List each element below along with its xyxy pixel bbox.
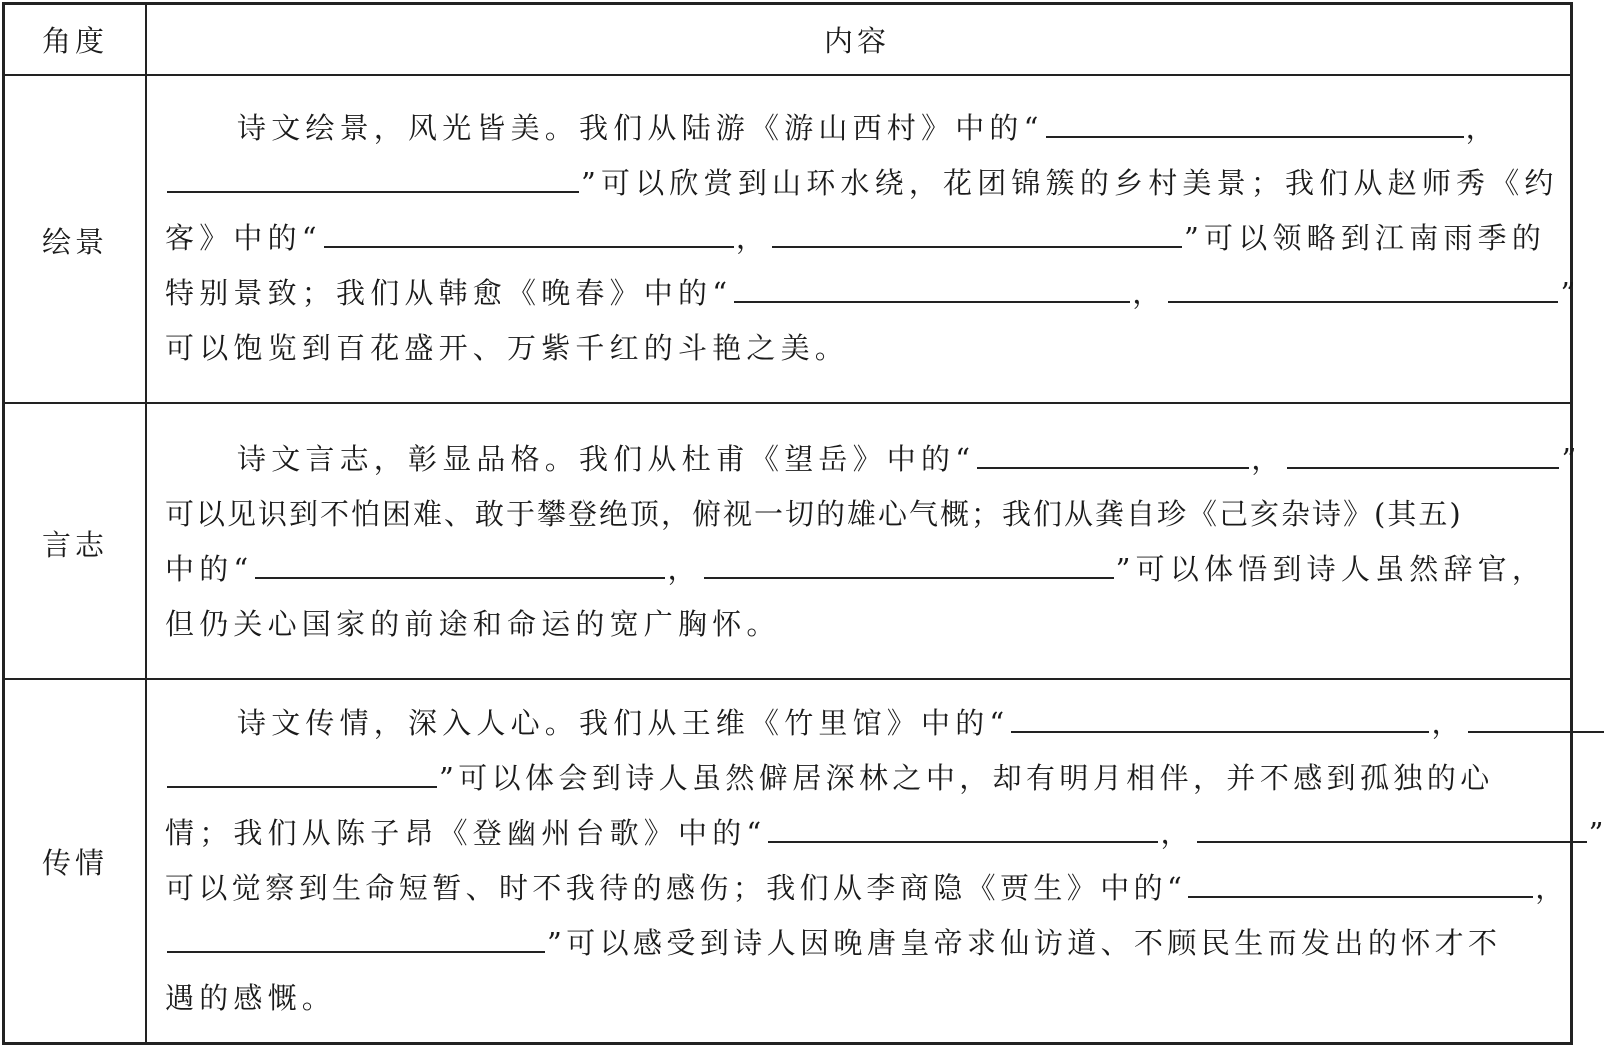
fill-blank[interactable] [324,220,734,248]
fill-blank[interactable] [772,220,1182,248]
fill-blank[interactable] [768,815,1158,843]
table-frame [2,2,1609,1045]
fill-blank[interactable] [1197,815,1587,843]
fill-blank[interactable] [1188,870,1533,898]
text-line: ”可以欣赏到山环水绕，花团锦簇的乡村美景；我们从赵师秀《约 [165,163,1559,203]
fill-blank[interactable] [704,551,1114,579]
fill-blank[interactable] [167,165,579,193]
text-line: 可以饱览到百花盛开、万紫千红的斗艳之美。 [165,331,850,365]
row-label-scenery: 绘景 [41,225,108,259]
text-line: 可以见识到不怕困难、敢于攀登绝顶，俯视一切的雄心气概；我们从龚自珍《己亥杂诗》(其五) [165,497,1463,531]
text-line: ”可以感受到诗人因晚唐皇帝求仙访道、不顾民生而发出的怀才不 [165,923,1501,963]
fill-blank[interactable] [1468,705,1604,733]
fill-blank[interactable] [1046,110,1464,138]
text-line: 诗文传情，深入人心。我们从王维《竹里馆》中的“ ， [165,703,1606,743]
fill-blank[interactable] [1168,275,1558,303]
row-divider [5,678,1570,680]
row-divider [5,74,1570,76]
row-label-aspiration: 言志 [41,528,108,562]
text-line: 遇的感慨。 [165,981,337,1015]
header-col-content: 内容 [823,24,890,58]
text-line: ”可以体会到诗人虽然僻居深林之中，却有明月相伴，并不感到孤独的心 [165,758,1494,798]
text-line: 诗文绘景，风光皆美。我们从陆游《游山西村》中的“ ， [237,111,1500,145]
text-line: 诗文言志，彰显品格。我们从杜甫《望岳》中的“ ， ” [237,442,1582,476]
fill-blank[interactable] [167,760,437,788]
text-line: 但仍关心国家的前途和命运的宽广胸怀。 [165,607,781,641]
fill-blank[interactable] [1011,705,1429,733]
fill-blank[interactable] [255,551,665,579]
text-line: 情；我们从陈子昂《登幽州台歌》中的“ ， ” [165,816,1609,850]
fill-blank[interactable] [167,925,545,953]
fill-blank[interactable] [977,441,1249,469]
text-line: 可以觉察到生命短暂、时不我待的感伤；我们从李商隐《贾生》中的“ ， [165,871,1569,905]
header-col-angle: 角度 [41,24,108,58]
row-divider [5,402,1570,404]
text-line: 客》中的“ ， ”可以领略到江南雨季的 [165,221,1547,255]
column-divider [145,5,147,1042]
text-line: 特别景致；我们从韩愈《晚春》中的“ ， ” [165,276,1581,310]
fill-blank[interactable] [734,275,1130,303]
text-line: 中的“ ， ”可以体悟到诗人虽然辞官， [165,552,1547,586]
fill-blank[interactable] [1287,441,1559,469]
row-label-emotion: 传情 [41,846,108,880]
